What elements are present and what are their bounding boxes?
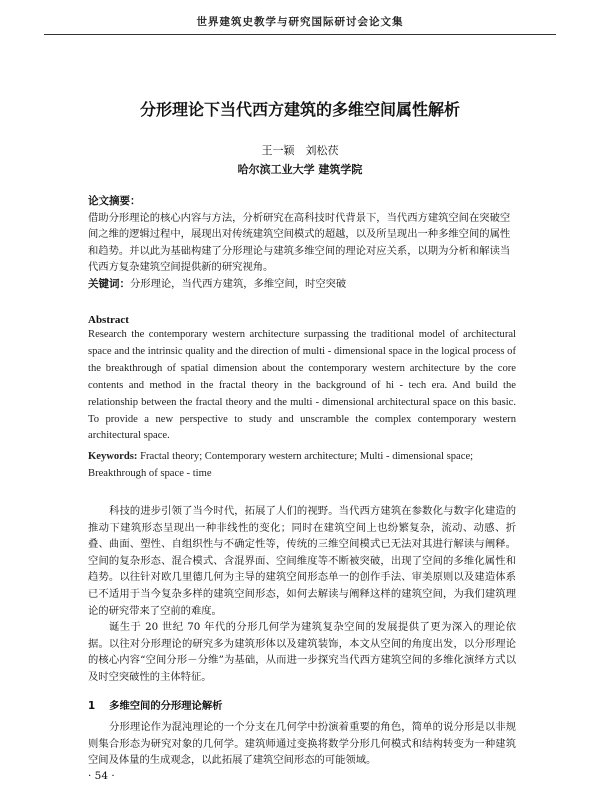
keywords-en [88, 449, 516, 483]
body-paragraph-1: 科技的进步引领了当今时代，拓展了人们的视野。当代西方建筑在参数化与数字化建造的推动下建筑形态呈现出一种非线性的变化；同时在建筑空间上也纷繁复杂，流动、动感、折叠、曲面、塑性、自组织性与不确定性等，传统的三维空间模式已无法对其进行解读与阐释。空间的复杂形态、混合模式、含混界面、空间维度等不断被突破，出现了空间的多维化属性和趋势。以往针对欧几里德几何为主导的建筑空间形态单一的创作手法、审美原则以及建造体系已不适用于当今复杂多样的建筑空间形态，如何去解读与阐释这样的建筑空间，为我们建筑理论的研究带来了空前的难度。 [88, 505, 516, 617]
keywords-cn [88, 276, 516, 293]
abstract-en-text: Research the contemporary western architecture surpassing the traditional model of architectural space and the intrinsic quality and the direction of multi - dimensional space in the logical process of the breakthrough of spatial dimension about the contemporary western architecture by the core contents and method in the fractal theory in the background of hi - tech era. And build the relationship between the fractal theory and the multi - dimensional architectural space on this basic. To provide a new perspective to study and unscramble the complex contemporary western architectural space. [88, 329, 516, 442]
section-heading-1 [88, 697, 236, 712]
header-rule [44, 34, 556, 35]
body-text [88, 503, 516, 686]
section-title: 多维空间的分形理论解析 [109, 700, 223, 712]
abstract-cn-heading: 论文摘要： [88, 195, 141, 207]
keywords-en-text: Fractal theory; Contemporary western architecture; Multi - dimensional space; Breakthrough of space - time [88, 451, 474, 479]
page-number: · 54 · [88, 770, 115, 782]
abstract-en-heading: Abstract [88, 314, 129, 326]
abstract-cn-text: 借助分形理论的核心内容与方法，分析研究在高科技时代背景下，当代西方建筑空间在突破空间之维的逻辑过程中，展现出对传统建筑空间模式的超越，以及所呈现出一种多维空间的属性和趋势。并以此为基础构建了分形理论与建筑多维空间的理论对应关系，以期为分析和解读当代西方复杂建筑空间提供新的研究视角。 [88, 211, 511, 274]
abstract-cn [88, 193, 516, 276]
paper-title: 分形理论下当代西方建筑的多维空间属性解析 [139, 100, 460, 119]
running-header: 世界建筑史教学与研究国际研讨会论文集 [196, 16, 404, 28]
keywords-cn-text: 分形理论，当代西方建筑，多维空间，时空突破 [130, 278, 347, 290]
section-1-paragraph-1: 分形理论作为混沌理论的一个分支在几何学中扮演着重要的角色，简单的说分形是以非规则集合形态为研究对象的几何学。建筑师通过变换将数学分形几何模式和结构转变为一种建筑空间及体量的生成观念，以此拓展了建筑空间形态的可能领域。 [88, 721, 516, 767]
keywords-cn-label: 关键词： [88, 278, 130, 290]
body-paragraph-2: 诞生于 20 世纪 70 年代的分形几何学为建筑复杂空间的发展提供了更为深入的理论依据。以往对分形理论的研究多为建筑形体以及建筑装饰，本文从空间的角度出发，以分形理论的核心内容“空间分形－分维”为基础，从而进一步探究当代西方建筑空间的多维化演绎方式以及时空突破性的主体特征。 [88, 621, 516, 683]
affiliation: 哈尔滨工业大学 建筑学院 [237, 163, 363, 176]
keywords-en-label: Keywords: [88, 451, 138, 462]
section-number: 1 [88, 700, 96, 712]
authors: 王一颖 刘松茯 [261, 144, 339, 157]
section-1-text [88, 719, 516, 769]
